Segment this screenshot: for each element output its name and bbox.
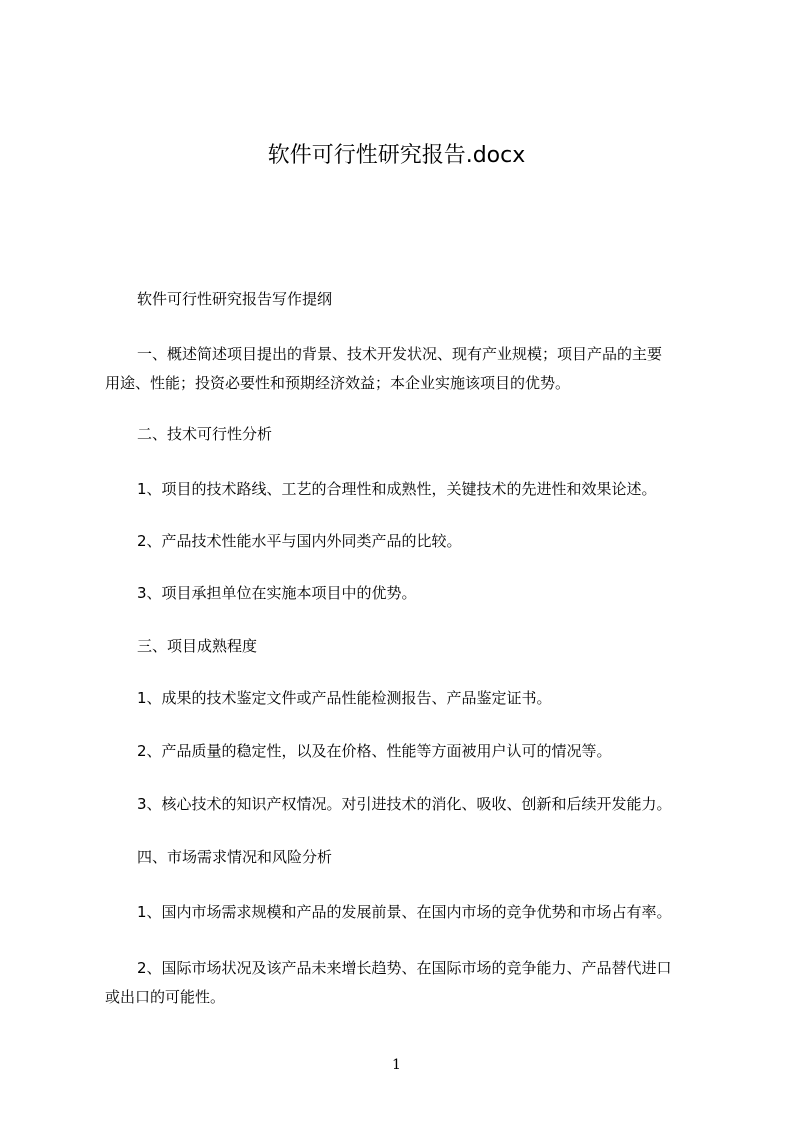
page-number: 1 xyxy=(392,1057,401,1073)
section-3-item-3: 3、核心技术的知识产权情况。对引进技术的消化、吸收、创新和后续开发能力。 xyxy=(137,795,672,813)
outline-heading: 软件可行性研究报告写作提纲 xyxy=(137,290,333,308)
section-4-item-1: 1、国内市场需求规模和产品的发展前景、在国内市场的竞争优势和市场占有率。 xyxy=(137,903,672,921)
section-3-heading: 三、项目成熟程度 xyxy=(137,637,258,655)
section-4-heading: 四、市场需求情况和风险分析 xyxy=(137,848,333,866)
section-3-item-2: 2、产品质量的稳定性，以及在价格、性能等方面被用户认可的情况等。 xyxy=(137,742,612,760)
document-title: 软件可行性研究报告.docx xyxy=(267,143,526,168)
section-2-item-1: 1、项目的技术路线、工艺的合理性和成熟性，关键技术的先进性和效果论述。 xyxy=(137,480,657,498)
section-2-item-2: 2、产品技术性能水平与国内外同类产品的比较。 xyxy=(137,532,462,550)
section-2-heading: 二、技术可行性分析 xyxy=(137,425,273,443)
section-4-item-2-line-1: 2、国际市场状况及该产品未来增长趋势、在国际市场的竞争能力、产品替代进口 xyxy=(137,959,672,977)
section-3-item-1: 1、成果的技术鉴定文件或产品性能检测报告、产品鉴定证书。 xyxy=(137,689,552,707)
section-4-item-2-line-2: 或出口的可能性。 xyxy=(105,988,226,1006)
section-1-line-2: 用途、性能；投资必要性和预期经济效益；本企业实施该项目的优势。 xyxy=(105,374,571,392)
section-2-item-3: 3、项目承担单位在实施本项目中的优势。 xyxy=(137,584,417,602)
section-1-line-1: 一、概述简述项目提出的背景、技术开发状况、现有产业规模；项目产品的主要 xyxy=(137,345,663,363)
